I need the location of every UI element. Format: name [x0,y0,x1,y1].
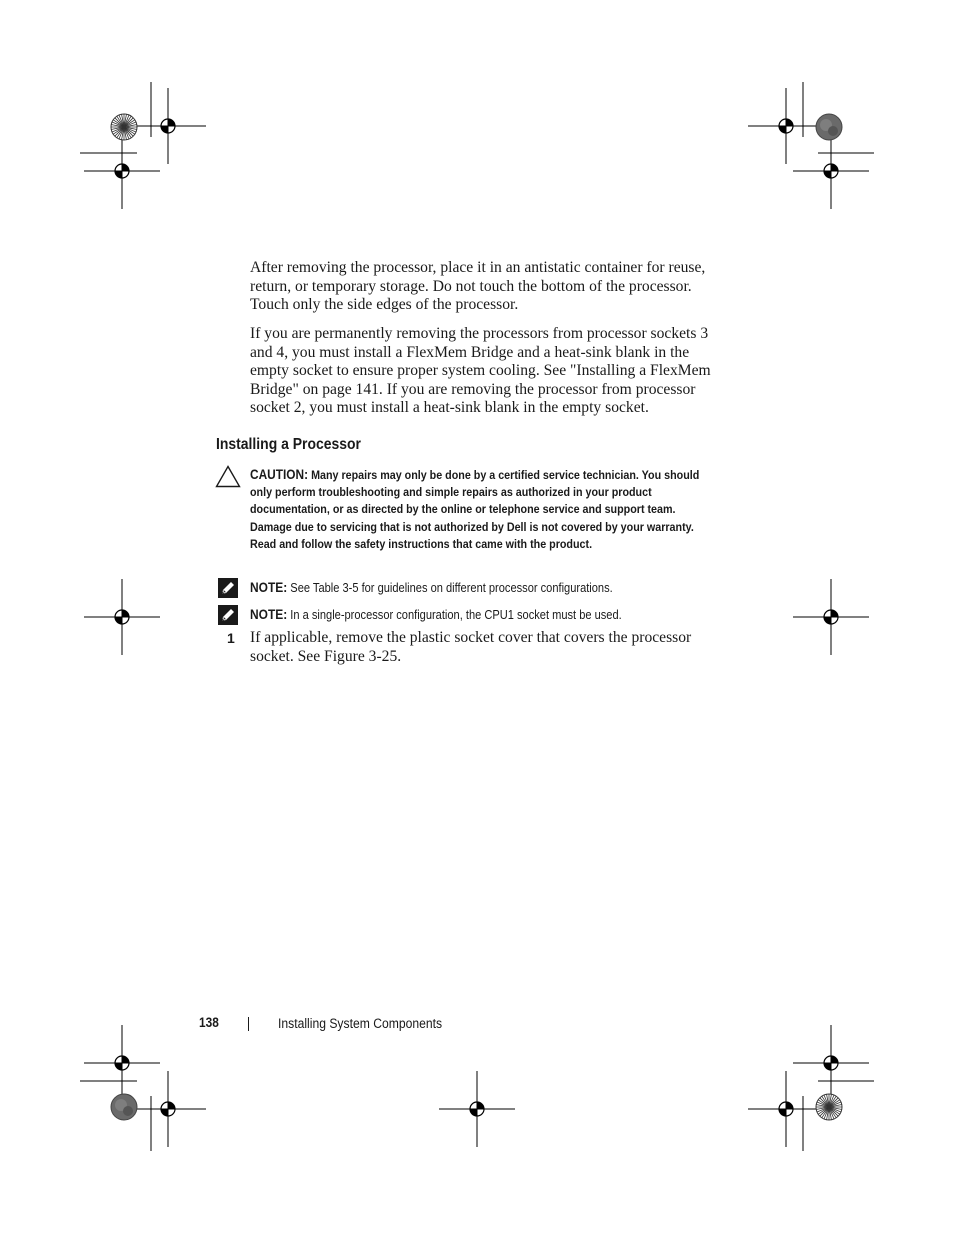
note-label: NOTE: [250,607,288,622]
footer-divider [248,1017,249,1031]
note-pencil-icon [218,605,238,625]
caution-triangle-icon [215,465,241,488]
caution-label: CAUTION: [250,467,309,482]
note-cpu1-socket [250,606,708,624]
registration-mark-icon [84,579,160,655]
note-pencil-icon [218,578,238,598]
step-number: 1 [227,630,235,646]
registration-mark-icon [748,1025,874,1151]
note-label: NOTE: [250,580,288,595]
paragraph-permanent-removal: If you are permanently removing the processors from processor sockets 3 and 4, you must install a FlexMem Bridge and a heat-sink blank in the empty socket to ensure proper system cooling. See "Installing a FlexMem Bridge" on page 141. If you are removing the processor from processor socket 2, you must install a heat-sink blank in the empty socket. [250,325,711,417]
note-table-reference [250,579,708,597]
section-heading: Installing a Processor [216,436,361,453]
color-target-icon [111,1094,137,1120]
color-target-icon [816,114,842,140]
caution-notice [250,466,708,553]
registration-mark-icon [748,82,874,209]
caution-text: Many repairs may only be done by a certified service technician. You should only perform troubleshooting and simple repairs as authorized in your product documentation, or as directed by the online or telephone service and support team. Damage due to servicing that is not authorized by Dell is not covered by your warranty. Read and follow the safety instructions that came with the product. [250,468,700,551]
page-number: 138 [199,1015,219,1030]
registration-mark-icon [793,579,869,655]
color-target-icon [816,1094,842,1120]
registration-mark-icon [80,1025,206,1151]
footer-section-title: Installing System Components [278,1016,443,1031]
note-text: See Table 3-5 for guidelines on different processor configurations. [290,581,613,595]
step-text: If applicable, remove the plastic socket cover that covers the processor socket. See Figure 3-25. [250,629,692,665]
registration-mark-icon [439,1071,515,1147]
note-text: In a single-processor configuration, the CPU1 socket must be used. [290,608,622,622]
paragraph-after-removal: After removing the processor, place it in an antistatic container for reuse, return, or temporary storage. Do not touch the bottom of the processor. Touch only the side edges of the processor. [250,259,706,314]
color-target-icon [111,114,137,140]
registration-mark-icon [80,82,206,209]
